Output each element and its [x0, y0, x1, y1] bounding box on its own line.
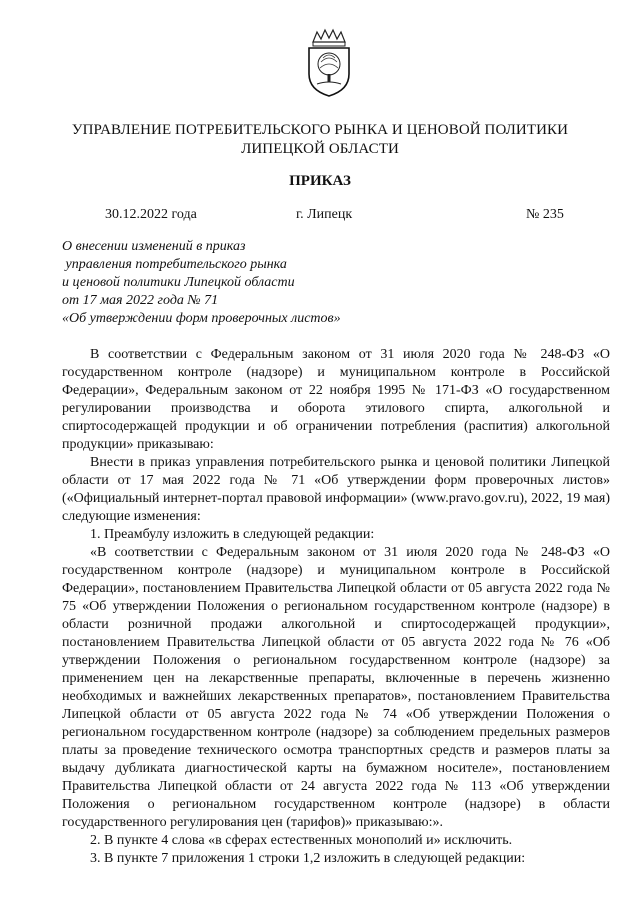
body-paragraph: В соответствии с Федеральным законом от 31 июля 2020 года № 248-ФЗ «О государственном контроле (надзоре) и муниципальном контроле в Российской Федерации», Федеральным законом от 22 ноября 1995 № 171-ФЗ «О государственном регулировании производства и оборота этилового спирта, алкогольной и спиртосодержащей продукции и об ограничении потребления (распития) алкогольной продукции» приказываю: — [62, 347, 610, 452]
document-body — [62, 346, 610, 868]
document-subject — [62, 238, 422, 328]
body-paragraph: 3. В пункте 7 приложения 1 строки 1,2 изложить в следующей редакции: — [90, 851, 526, 866]
subject-line: О внесении изменений в приказ — [62, 239, 246, 254]
document-number: № 235 — [526, 207, 564, 222]
organization-name-line2: ЛИПЕЦКОЙ ОБЛАСТИ — [241, 141, 399, 157]
body-paragraph: Внести в приказ управления потребительского рынка и ценовой политики Липецкой области от 17 мая 2022 года № 71 «Об утверждении форм проверочных листов» («Официальный интернет-портал правовой информации» (www.pravo.gov.ru), 2022, 19 мая) следующие изменения: — [62, 455, 610, 524]
document-date: 30.12.2022 года — [105, 207, 197, 222]
organization-name-line1: УПРАВЛЕНИЕ ПОТРЕБИТЕЛЬСКОГО РЫНКА И ЦЕНОВОЙ ПОЛИТИКИ — [71, 122, 569, 138]
document-type-title: ПРИКАЗ — [289, 173, 351, 189]
subject-line: и ценовой политики Липецкой области — [62, 275, 295, 290]
document-city: г. Липецк — [296, 207, 353, 222]
body-paragraph: 2. В пункте 4 слова «в сферах естественных монополий и» исключить. — [90, 833, 513, 848]
body-paragraph: «В соответствии с Федеральным законом от 31 июля 2020 года № 248-ФЗ «О государственном контроле (надзоре) и муниципальном контроле в Российской Федерации», постановлением Правительства Липецкой области от 05 августа 2022 года № 75 «Об утверждении Положения о региональном государственном контроле (надзоре) в области розничной продажи алкогольной и спиртосодержащей продукции», постановлением Правительства Липецкой области от 05 августа 2022 года № 76 «Об утверждении Положения о региональном государственном контроле (надзоре) за применением цен на лекарственные препараты, включенные в перечень жизненно необходимых и важнейших лекарственных препаратов», постановлением Правительства Липецкой области от 05 августа 2022 года № 74 «Об утверждении Положения о региональном государственном контроле (надзоре) за соблюдением предельных размеров платы за проведение технического осмотра транспортных средств и размеров платы за выдачу дубликата диагностической карты на бумажном носителе», постановлением Правительства Липецкой области от 24 августа 2022 года № 113 «Об утверждении Положения о региональном государственном контроле (надзоре) в области государственного регулирования цен (тарифов)» приказываю:». — [62, 545, 610, 830]
subject-line: управления потребительского рынка — [62, 257, 287, 272]
coat-of-arms-emblem — [301, 28, 357, 98]
subject-line: «Об утверждении форм проверочных листов» — [62, 311, 341, 326]
subject-line: от 17 мая 2022 года № 71 — [62, 293, 219, 308]
body-paragraph: 1. Преамбулу изложить в следующей редакции: — [90, 527, 375, 542]
